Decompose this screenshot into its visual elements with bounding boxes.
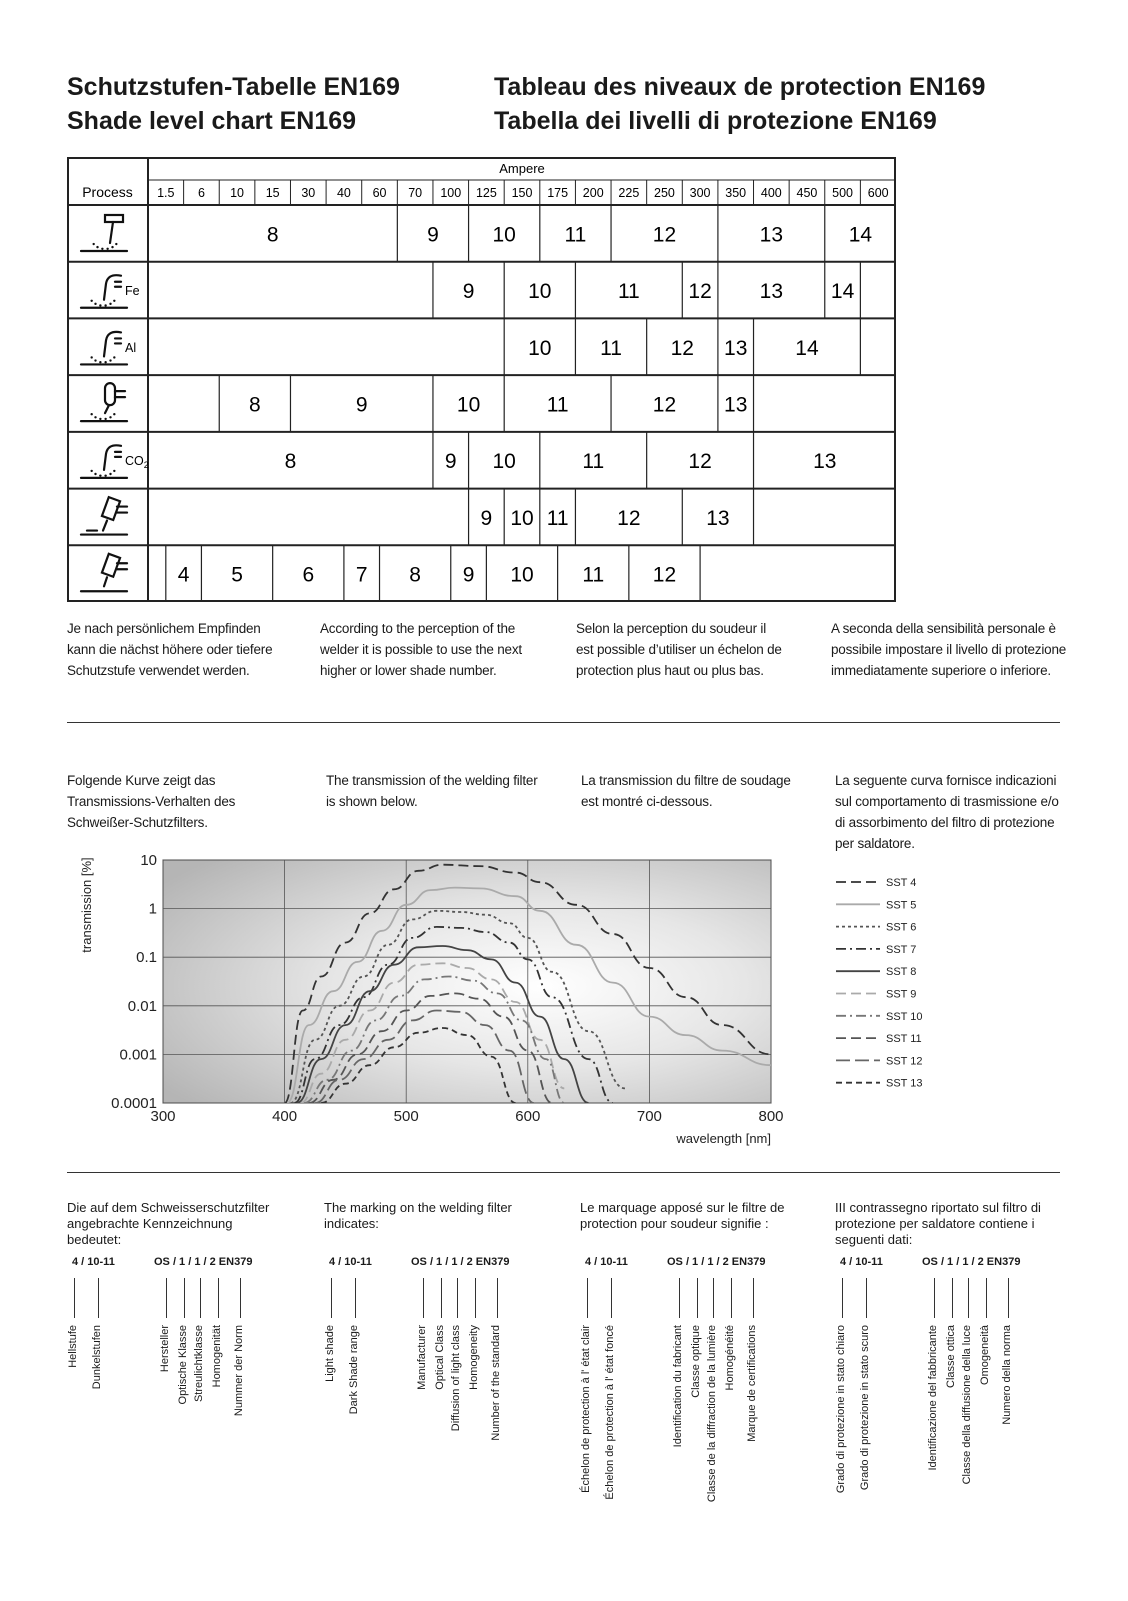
marking-label: Échelon de protection à l' état clair [580,1325,592,1493]
shade-number: 12 [652,223,677,247]
x-tick-label: 400 [272,1108,298,1125]
marking-label: Homogeneity [468,1325,480,1390]
ampere-tick: 125 [475,186,497,200]
marking-label: Grado di protezione in stato chiaro [835,1325,847,1494]
x-tick-label: 600 [515,1108,541,1125]
ampere-tick: 150 [511,186,533,200]
marking-leader-line [697,1278,698,1318]
marking-leader-line [441,1278,442,1318]
ampere-tick: 30 [301,186,316,200]
ampere-tick: 400 [760,186,782,200]
title-it: Tabella dei livelli di protezione EN169 [494,107,937,135]
marking-label: Échelon de protection à l' état foncé [604,1325,616,1500]
marking-label: Identification du fabricant [672,1325,684,1448]
marking-leader-line [866,1278,867,1318]
marking-label: Homogenität [211,1325,223,1388]
marking-leader-line [679,1278,680,1318]
shade-number: 14 [848,223,873,247]
marking-code-shade: 4 / 10-11 [840,1256,883,1268]
legend-label: SST 12 [886,1055,923,1068]
marking-label: Hersteller [159,1325,171,1373]
marking-label: Hellstufe [67,1325,79,1368]
title-de: Schutzstufen-Tabelle EN169 [67,73,400,101]
ampere-tick: 10 [230,186,245,200]
legend-label: SST 7 [886,943,917,956]
divider-1 [67,722,1060,723]
marking-leader-line [475,1278,476,1318]
shade-number: 12 [670,336,694,360]
shade-number: 13 [759,223,784,247]
marking-leader-line [713,1278,714,1318]
shade-number: 11 [617,280,640,304]
marking-intro-it: III contrassegno riportato sul filtro di protezione per saldatore contiene i seguenti dati: [835,1200,1041,1247]
ampere-tick: 200 [582,186,604,200]
legend-label: SST 13 [886,1077,923,1090]
marking-leader-line [355,1278,356,1318]
shade-number: 13 [759,280,784,304]
marking-label: Identificazione del fabbricante [927,1325,939,1471]
marking-label: Light shade [324,1325,336,1382]
legend-label: SST 9 [886,988,917,1001]
y-tick-label: 0.1 [136,949,157,967]
shade-number: 9 [444,450,457,474]
marking-label: Dunkelstufen [91,1325,103,1390]
marking-leader-line [166,1278,167,1318]
shade-number: 11 [582,450,605,474]
y-axis-label: transmission [%] [79,857,94,953]
ampere-tick: 15 [265,186,280,200]
marking-label: Numero della norma [1001,1325,1013,1425]
note-trans-en: The transmission of the welding filter is shown below. [326,773,538,809]
shade-number: 5 [231,563,243,587]
shade-table [67,157,896,602]
shade-number: 13 [706,506,730,530]
note-trans-fr: La transmission du filtre de soudage est montré ci-dessous. [581,773,791,809]
marking-leader-line [423,1278,424,1318]
shade-number: 9 [480,506,493,530]
marking-leader-line [611,1278,612,1318]
note-trans-de: Folgende Kurve zeigt das Transmissions-Verhalten des Schweißer-Schutzfilters. [67,773,236,830]
ampere-tick: 250 [654,186,675,200]
shade-number: 14 [830,280,855,304]
shade-number: 11 [546,506,569,530]
marking-intro-en: The marking on the welding filter indicates: [324,1200,512,1231]
marking-intro-fr: Le marquage apposé sur le filtre de protection pour soudeur signifie : [580,1200,785,1231]
ampere-tick: 60 [372,186,387,200]
marking-leader-line [934,1278,935,1318]
marking-code-class: OS / 1 / 1 / 2 EN379 [154,1256,253,1268]
marking-leader-line [497,1278,498,1318]
ampere-tick: 500 [832,186,854,200]
shade-number: 11 [546,393,569,417]
marking-leader-line [98,1278,99,1318]
shade-number: 10 [510,563,534,587]
marking-leader-line [457,1278,458,1318]
divider-2 [67,1172,1060,1173]
marking-label: Classe ottica [945,1325,957,1388]
marking-label: Classe della diffusione della luce [961,1325,973,1485]
ampere-tick: 350 [725,186,747,200]
shade-number: 10 [510,506,534,530]
legend-label: SST 8 [886,966,917,979]
ampere-tick: 6 [197,186,205,200]
marking-label: Classe optique [690,1325,702,1398]
shade-number: 9 [355,393,368,417]
marking-label: Optische Klasse [177,1325,189,1405]
marking-leader-line [842,1278,843,1318]
marking-label: Diffusion of light class [450,1325,462,1432]
ampere-tick: 450 [796,186,818,200]
ampere-tick: 100 [440,186,462,200]
shade-number: 12 [688,280,712,304]
shade-number: 11 [564,223,587,247]
ampere-tick: 40 [336,186,351,200]
note-shade-fr: Selon la perception du soudeur il est possible d’utiliser un échelon de protection plus haut ou plus bas. [576,621,782,678]
shade-number: 12 [688,450,712,474]
marking-code-class: OS / 1 / 1 / 2 EN379 [411,1256,510,1268]
note-trans-it: La seguente curva fornisce indicazioni sul comportamento di trasmissione e/o di assorbimento del filtro di protezione per saldatore. [835,773,1059,851]
transmission-chart [60,845,800,1150]
legend-label: SST 10 [886,1010,923,1023]
marking-leader-line [587,1278,588,1318]
legend-label: SST 4 [886,877,917,889]
marking-leader-line [986,1278,987,1318]
y-tick-label: 1 [148,900,157,918]
shade-number: 11 [600,336,622,360]
shade-number: 10 [492,450,516,474]
marking-code-class: OS / 1 / 1 / 2 EN379 [922,1256,1021,1268]
marking-leader-line [968,1278,969,1318]
y-tick-label: 0.001 [119,1046,157,1064]
shade-number: 10 [528,280,552,304]
plot-area [163,860,771,1103]
marking-intro-de: Die auf dem Schweisserschutzfilter angebrachte Kennzeichnung bedeutet: [67,1200,270,1247]
ampere-tick: 600 [867,186,889,200]
marking-label: Manufacturer [416,1325,428,1390]
x-tick-label: 300 [150,1108,176,1125]
shade-number: 12 [652,393,677,417]
shade-number: 9 [462,280,475,304]
shade-number: 14 [795,336,819,360]
note-shade-de: Je nach persönlichem Empfinden kann die nächst höhere oder tiefere Schutzstufe verwendet werden. [67,621,273,678]
marking-label: Streulichtklasse [193,1325,205,1403]
y-tick-label: 10 [140,852,157,869]
y-tick-label: 0.0001 [111,1095,157,1112]
marking-leader-line [1008,1278,1009,1318]
x-tick-label: 700 [636,1108,662,1125]
marking-leader-line [218,1278,219,1318]
shade-number: 10 [492,223,516,247]
marking-label: Grado di protezione in stato scuro [859,1325,871,1491]
shade-number: 12 [652,563,677,587]
x-tick-label: 500 [393,1108,419,1125]
marking-leader-line [731,1278,732,1318]
marking-label: Homogénéité [724,1325,736,1391]
shade-number: 10 [528,336,552,360]
ampere-header: Ampere [499,161,545,176]
ampere-tick: 300 [689,186,711,200]
note-shade-en: According to the perception of the welder it is possible to use the next higher or lower shade number. [320,621,522,678]
shade-number: 9 [462,563,475,587]
marking-label: Classe de la diffraction de la lumière [706,1325,718,1503]
marking-code-shade: 4 / 10-11 [329,1256,372,1268]
shade-number: 4 [177,563,190,587]
shade-number: 7 [355,563,368,587]
shade-number: 11 [582,563,605,587]
marking-leader-line [74,1278,75,1318]
marking-label: Optical Class [434,1325,446,1390]
marking-leader-line [184,1278,185,1318]
process-header: Process [82,184,133,200]
process-label: $CO_2$ [125,454,149,471]
process-label: Al [125,340,137,355]
marking-label: Dark Shade range [348,1325,360,1415]
marking-label: Number of the standard [490,1325,502,1441]
shade-number: 13 [724,336,748,360]
ampere-tick: 225 [618,186,640,200]
marking-label: Omogeneità [979,1325,991,1385]
ampere-tick: 175 [547,186,569,200]
marking-leader-line [240,1278,241,1318]
shade-number: 8 [284,450,297,474]
marking-label: Marque de certifications [746,1325,758,1442]
marking-leader-line [753,1278,754,1318]
legend-label: SST 11 [886,1033,922,1046]
shade-number: 6 [302,563,315,587]
x-tick-label: 800 [758,1108,784,1125]
marking-leader-line [200,1278,201,1318]
chart-legend [828,870,1028,1100]
ampere-tick: 70 [408,186,423,200]
shade-number: 12 [617,506,641,530]
shade-number: 13 [724,393,748,417]
shade-number: 8 [266,223,279,247]
y-tick-label: 0.01 [127,997,157,1015]
title-en: Shade level chart EN169 [67,107,357,135]
marking-code-class: OS / 1 / 1 / 2 EN379 [667,1256,766,1268]
shade-number: 10 [456,393,481,417]
shade-number: 9 [427,223,439,247]
shade-number: 13 [813,450,837,474]
marking-code-shade: 4 / 10-11 [72,1256,115,1268]
marking-label: Nummer der Norm [233,1325,245,1417]
shade-number: 8 [409,563,421,587]
legend-label: SST 6 [886,921,917,934]
legend-label: SST 5 [886,899,917,912]
marking-code-shade: 4 / 10-11 [585,1256,628,1268]
x-axis-label: wavelength [nm] [676,1131,771,1146]
ampere-tick: 1.5 [157,186,175,200]
marking-leader-line [952,1278,953,1318]
shade-number: 8 [249,393,261,417]
title-fr: Tableau des niveaux de protection EN169 [494,73,986,101]
process-label: Fe [125,284,140,299]
marking-leader-line [331,1278,332,1318]
note-shade-it: A seconda della sensibilità personale è possibile impostare il livello di protezione immediatamente superiore o inferiore. [831,621,1067,678]
